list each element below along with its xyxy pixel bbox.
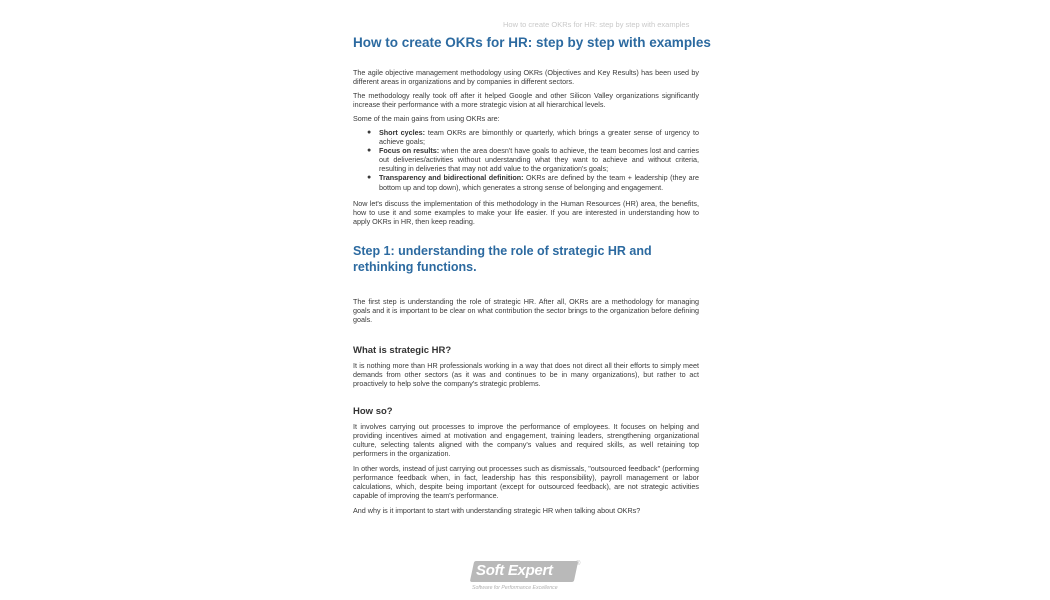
bullet-icon: ● [367, 129, 372, 136]
list-item-text: OKRs are defined by the team + leadership (they are bottom up and top down), which generates a strong sense of belonging and engagement. [379, 173, 699, 192]
running-header: How to create OKRs for HR: step by step with examples [503, 20, 690, 29]
how-paragraph-1: It involves carrying out processes to improve the performance of employees. It focuses on helping and providing incentives aimed at motivation and engagement, training leaders, strengthening organizational culture, selecting talents aligned with the company's values and required skills, as well retaining top performers in the organization. [353, 422, 699, 459]
list-item-text: when the area doesn't have goals to achieve, the team becomes lost and carries out deliveries/activities without understanding what they want to achieve and without criteria, resulting in deliveries that may not add value to the organization's goals; [379, 146, 699, 174]
list-item [367, 173, 699, 191]
list-item-text: team OKRs are bimonthly or quarterly, which brings a greater sense of urgency to achieve goals; [379, 128, 699, 147]
bullet-icon: ● [367, 147, 372, 155]
what-heading: What is strategic HR? [353, 345, 452, 356]
step1-heading: Step 1: understanding the role of strategic HR and rethinking functions. [353, 244, 652, 274]
page-title: How to create OKRs for HR: step by step with examples [353, 35, 711, 50]
list-item-bold: Short cycles: [379, 128, 426, 137]
how-heading: How so? [353, 406, 393, 417]
list-item [367, 146, 699, 173]
step1-paragraph: The first step is understanding the role of strategic HR. After all, OKRs are a methodology for managing goals and it is important to be clear on what contribution the sector brings to the organization before defining goals. [353, 297, 699, 325]
intro-paragraph-4: Now let's discuss the implementation of this methodology in the Human Resources (HR) area, the benefits, how to use it and some examples to make your life easier. If you are interested in understanding how to apply OKRs in HR, then keep reading. [353, 199, 699, 227]
logo-tagline: Software for Performance Excellence [472, 585, 558, 591]
registered-mark: ® [576, 561, 581, 567]
intro-paragraph-2: The methodology really took off after it helped Google and other Silicon Valley organizations significantly increase their performance with a more strategic vision at all hierarchical levels. [353, 91, 699, 110]
document-page [353, 0, 711, 600]
list-item-bold: Transparency and bidirectional definition: [379, 173, 524, 183]
softexpert-logo [472, 561, 582, 595]
intro-paragraph-3: Some of the main gains from using OKRs are: [353, 114, 500, 123]
how-paragraph-3: And why is it important to start with understanding strategic HR when talking about OKRs? [353, 506, 641, 515]
how-paragraph-2: In other words, instead of just carrying out processes such as dismissals, "outsourced feedback" (performing performance feedback when, in fact, leadership has this responsibility), payroll management or labor calculations, which, despite being important (except for outsourced feedback), are not strategic activities capable of improving the team's performance. [353, 464, 699, 501]
list-item [367, 128, 699, 146]
bullet-icon: ● [367, 174, 372, 182]
gains-list [367, 128, 699, 192]
what-paragraph: It is nothing more than HR professionals working in a way that does not direct all their efforts to simply meet demands from other sectors (as it was and continues to be in many organizations), but rather to act proactively to help solve the company's strategic problems. [353, 361, 699, 389]
intro-paragraph-1: The agile objective management methodology using OKRs (Objectives and Key Results) has been used by different areas in organizations and by companies in different sectors. [353, 68, 699, 87]
logo-text: Soft Expert [476, 562, 553, 579]
list-item-bold: Focus on results: [379, 146, 440, 156]
